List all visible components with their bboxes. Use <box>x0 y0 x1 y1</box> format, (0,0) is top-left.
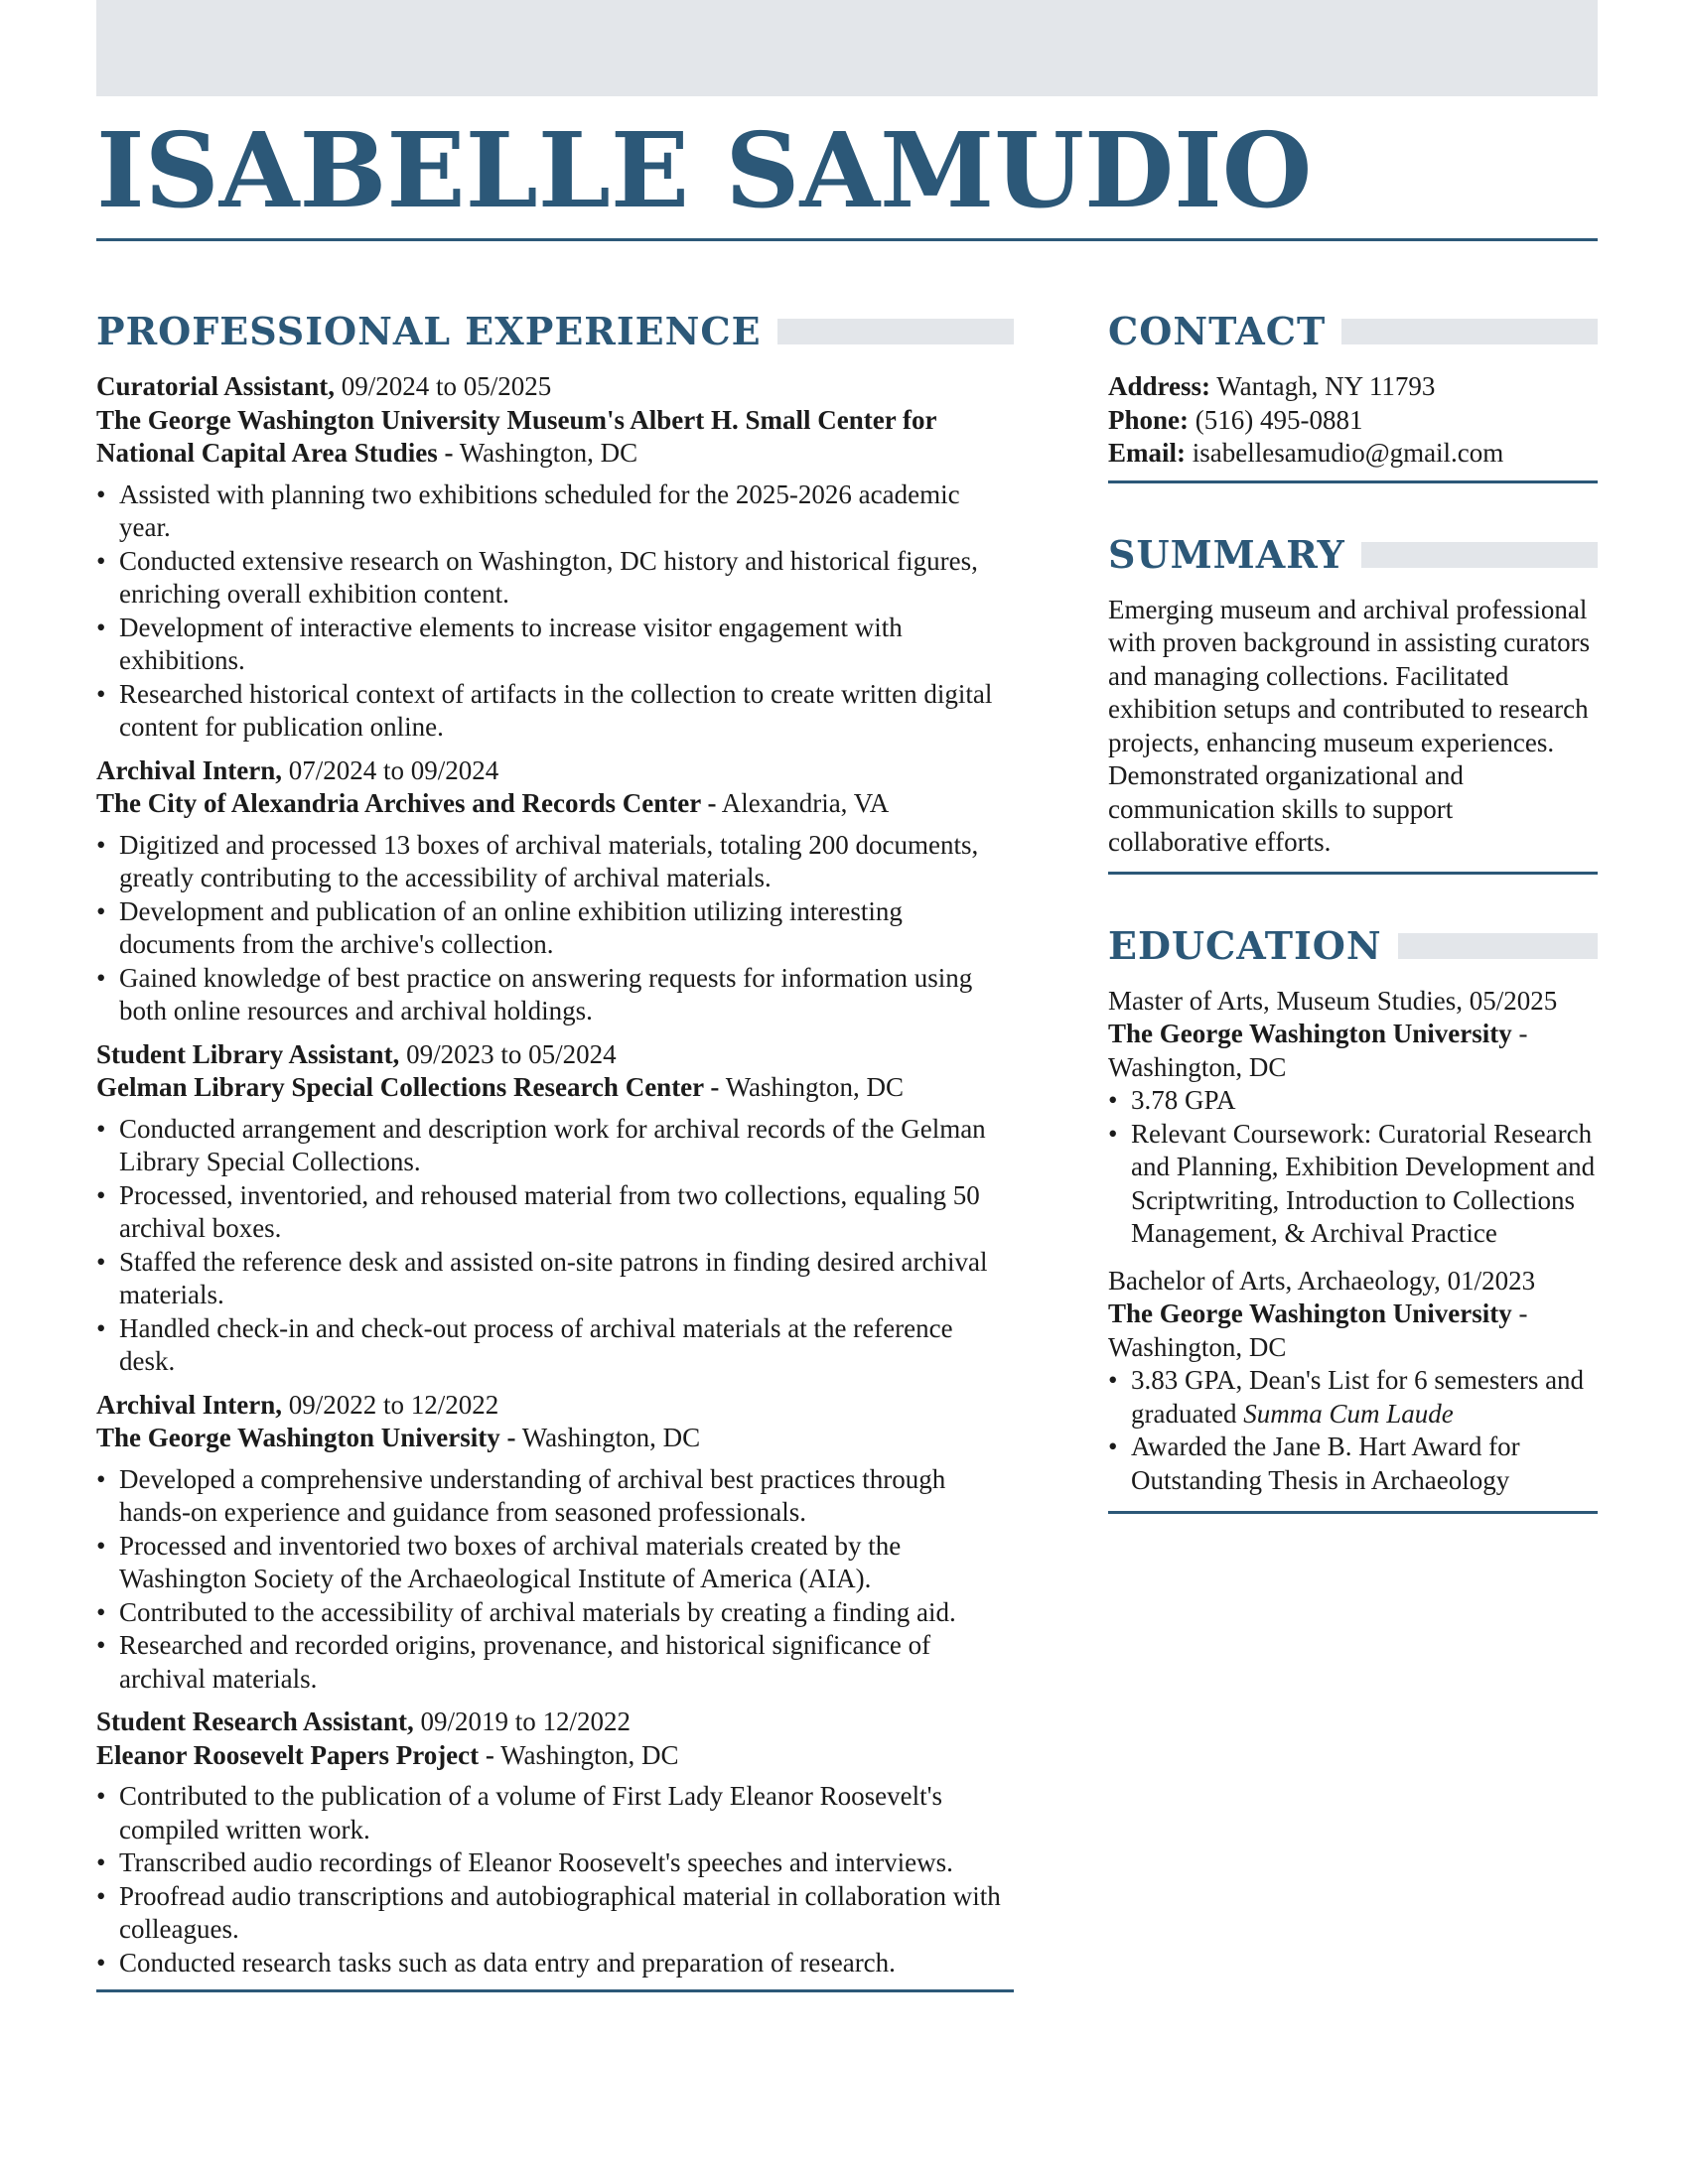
contact-section <box>1108 298 1598 483</box>
job-employer-line <box>96 1422 1014 1455</box>
bullet-item: • Conducted arrangement and description work for archival records of the Gelman Library Special Collections. <box>96 1113 1014 1179</box>
school-line <box>1108 1018 1598 1084</box>
job-bullets <box>96 1463 1014 1697</box>
bullet-item: • Gained knowledge of best practice on answering requests for information using both online resources and archival holdings. <box>96 962 1014 1028</box>
job-location: Alexandria, VA <box>721 788 890 818</box>
job-title-line <box>96 1706 1014 1739</box>
job-title-line <box>96 1038 1014 1072</box>
job-role: Archival Intern, <box>96 754 282 785</box>
education-title: EDUCATION <box>1108 922 1382 968</box>
right-column <box>1108 298 1598 1552</box>
job-organization: The George Washington University - <box>96 1423 516 1452</box>
job-bullets <box>96 1780 1014 1979</box>
education-header <box>1108 912 1598 980</box>
phone-label: Phone: <box>1108 404 1189 435</box>
bullet-text: Relevant Coursework: Curatorial Research and Planning, Exhibition Development and Scriptwriting, Introduction to Collections Management, & Archival Practice <box>1131 1118 1596 1248</box>
job-entry <box>96 370 1014 745</box>
bullet-item: • Staffed the reference desk and assisted on-site patrons in finding desired archival materials. <box>96 1246 1014 1312</box>
experience-divider <box>96 1989 1014 1992</box>
school-name: The George Washington University <box>1108 1019 1512 1048</box>
contact-email <box>1108 437 1598 471</box>
school-location: - Washington, DC <box>1108 1019 1528 1082</box>
job-role: Student Library Assistant, <box>96 1038 400 1069</box>
summary-title: SUMMARY <box>1108 531 1345 577</box>
bullet-item: • Processed and inventoried two boxes of archival materials created by the Washington Society of the Archaeological Institute of America (AIA). <box>96 1530 1014 1596</box>
job-organization: Gelman Library Special Collections Research Center - <box>96 1072 720 1102</box>
job-employer-line <box>96 1739 1014 1773</box>
address-label: Address: <box>1108 371 1211 401</box>
job-employer-line <box>96 1071 1014 1105</box>
name-divider <box>96 238 1598 241</box>
summary-section <box>1108 521 1598 875</box>
bullet-item: • Handled check-in and check-out process of archival materials at the reference desk. <box>96 1312 1014 1379</box>
job-dates: 09/2024 to 05/2025 <box>341 371 552 401</box>
degree: Bachelor of Arts, Archaeology, 01/2023 <box>1108 1265 1536 1296</box>
job-location: Washington, DC <box>459 438 638 468</box>
bullet-item: • Researched and recorded origins, provenance, and historical significance of archival materials. <box>96 1629 1014 1696</box>
bullet-item: • Development and publication of an online exhibition utilizing interesting documents from the archive's collection. <box>96 895 1014 962</box>
contact-phone <box>1108 404 1598 438</box>
job-dates: 09/2023 to 05/2024 <box>406 1038 617 1069</box>
experience-title: PROFESSIONAL EXPERIENCE <box>96 309 762 353</box>
job-role: Archival Intern, <box>96 1389 282 1420</box>
education-list <box>1108 985 1598 1498</box>
summary-text: Emerging museum and archival professional with proven background in assisting curators and managing collections. Facilitated exhibition setups and contributed to research projects, enhancing museum experiences. Demonstrated organizational and communication skills to support collaborative efforts. <box>1108 594 1591 857</box>
bullet-item <box>1108 1364 1598 1431</box>
contact-header <box>1108 298 1598 365</box>
bullet-item: • Processed, inventoried, and rehoused material from two collections, equaling 50 archival boxes. <box>96 1179 1014 1246</box>
candidate-name: ISABELLE SAMUDIO <box>96 109 1313 231</box>
email-value[interactable]: isabellesamudio@gmail.com <box>1192 438 1504 468</box>
bullet-text: Awarded the Jane B. Hart Award for Outstanding Thesis in Archaeology <box>1131 1432 1520 1495</box>
job-bullets <box>96 1113 1014 1379</box>
header-band <box>96 0 1598 96</box>
job-employer-line <box>96 404 1014 471</box>
section-fill-bar <box>777 319 1014 344</box>
bullet-text: 3.83 GPA, Dean's List for 6 semesters and graduated <box>1131 1365 1585 1429</box>
job-bullets <box>96 478 1014 745</box>
education-entry <box>1108 1265 1598 1498</box>
address-value: Wantagh, NY 11793 <box>1216 371 1436 401</box>
phone-value[interactable]: (516) 495-0881 <box>1195 404 1363 435</box>
contact-address <box>1108 370 1598 404</box>
bullet-item: • Proofread audio transcriptions and autobiographical material in collaboration with colleagues. <box>96 1880 1014 1947</box>
contact-divider <box>1108 480 1598 483</box>
section-fill-bar <box>1398 933 1598 959</box>
education-bullets <box>1108 1364 1598 1497</box>
honors-text: Summa Cum Laude <box>1243 1398 1454 1429</box>
job-organization: The City of Alexandria Archives and Records Center - <box>96 788 717 818</box>
job-entry <box>96 1389 1014 1697</box>
bullet-item <box>1108 1431 1598 1497</box>
job-location: Washington, DC <box>500 1739 679 1770</box>
bullet-item: • Transcribed audio recordings of Eleanor Roosevelt's speeches and interviews. <box>96 1846 1014 1880</box>
job-dates: 09/2019 to 12/2022 <box>420 1706 632 1736</box>
education-section <box>1108 912 1598 1515</box>
bullet-item: • Conducted extensive research on Washington, DC history and historical figures, enriching overall exhibition content. <box>96 545 1014 612</box>
section-fill-bar <box>1361 542 1598 568</box>
experience-list <box>96 370 1014 1979</box>
email-label: Email: <box>1108 438 1186 468</box>
contact-title: CONTACT <box>1108 309 1327 353</box>
job-employer-line <box>96 787 1014 821</box>
bullet-item: • Contributed to the accessibility of archival materials by creating a finding aid. <box>96 1596 1014 1630</box>
job-title-line <box>96 754 1014 788</box>
job-bullets <box>96 829 1014 1028</box>
job-location: Washington, DC <box>521 1423 701 1452</box>
job-dates: 07/2024 to 09/2024 <box>288 754 499 785</box>
section-fill-bar <box>1341 319 1598 344</box>
job-organization: Eleanor Roosevelt Papers Project - <box>96 1739 494 1770</box>
school-line <box>1108 1297 1598 1364</box>
job-entry <box>96 1038 1014 1379</box>
school-name: The George Washington University <box>1108 1298 1512 1328</box>
job-role: Student Research Assistant, <box>96 1706 414 1736</box>
job-location: Washington, DC <box>725 1072 905 1102</box>
education-bullets <box>1108 1084 1598 1251</box>
school-location: - Washington, DC <box>1108 1298 1528 1362</box>
contact-details <box>1108 370 1598 471</box>
experience-header <box>96 298 1014 365</box>
job-role: Curatorial Assistant, <box>96 371 336 401</box>
bullet-item: • Assisted with planning two exhibitions scheduled for the 2025-2026 academic year. <box>96 478 1014 545</box>
job-title-line <box>96 1389 1014 1423</box>
bullet-item: • Developed a comprehensive understanding of archival best practices through hands-on experience and guidance from seasoned professionals. <box>96 1463 1014 1530</box>
job-entry <box>96 1706 1014 1979</box>
bullet-item <box>1108 1118 1598 1251</box>
left-column <box>96 298 1014 1992</box>
bullet-item: • Digitized and processed 13 boxes of archival materials, totaling 200 documents, greatly contributing to the accessibility of archival materials. <box>96 829 1014 895</box>
education-divider <box>1108 1511 1598 1514</box>
summary-header <box>1108 521 1598 589</box>
job-title-line <box>96 370 1014 404</box>
education-entry <box>1108 985 1598 1251</box>
job-entry <box>96 754 1014 1028</box>
bullet-item <box>1108 1084 1598 1118</box>
bullet-item: • Conducted research tasks such as data entry and preparation of research. <box>96 1947 1014 1980</box>
bullet-text: 3.78 GPA <box>1131 1085 1236 1115</box>
job-dates: 09/2022 to 12/2022 <box>288 1389 499 1420</box>
degree: Master of Arts, Museum Studies, 05/2025 <box>1108 985 1558 1016</box>
bullet-item: • Development of interactive elements to increase visitor engagement with exhibitions. <box>96 612 1014 678</box>
bullet-item: • Researched historical context of artifacts in the collection to create written digital content for publication online. <box>96 678 1014 745</box>
job-organization: The George Washington University Museum's Albert H. Small Center for National Capital Area Studies - <box>96 404 936 468</box>
summary-divider <box>1108 872 1598 875</box>
bullet-item: • Contributed to the publication of a volume of First Lady Eleanor Roosevelt's compiled written work. <box>96 1780 1014 1846</box>
